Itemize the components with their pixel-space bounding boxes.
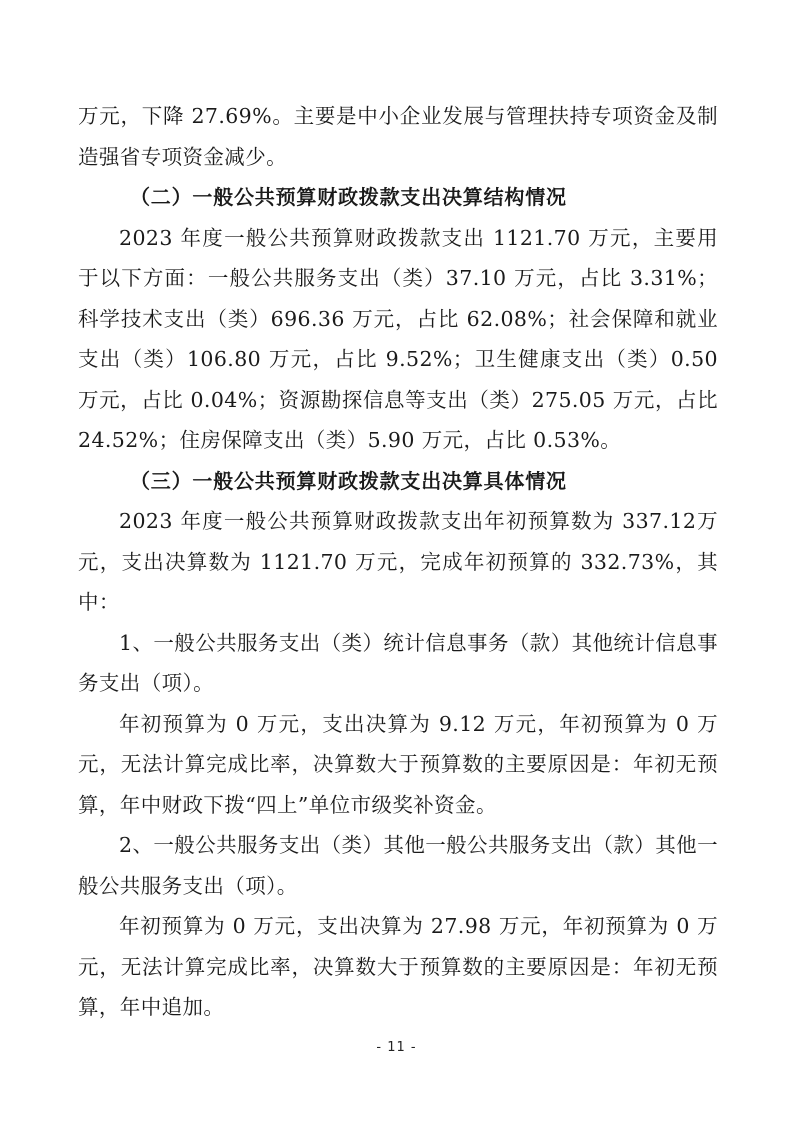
page-number: - 11 - bbox=[376, 1040, 417, 1055]
body-paragraph: 1、一般公共服务支出（类）统计信息事务（款）其他统计信息事务支出（项）。 bbox=[78, 630, 718, 695]
body-paragraph: 年初预算为 0 万元，支出决算为 9.12 万元，年初预算为 0 万元，无法计算完成比率，决算数大于预算数的主要原因是：年初无预算，年中财政下拨“四上”单位市级奖补资金。 bbox=[78, 711, 718, 817]
section-heading: （二）一般公共预算财政拨款支出决算结构情况 bbox=[130, 185, 567, 209]
body-paragraph: 2023 年度一般公共预算财政拨款支出年初预算数为 337.12万元，支出决算数为 1121.70 万元，完成年初预算的 332.73%，其中： bbox=[78, 509, 718, 614]
body-paragraph: 2、一般公共服务支出（类）其他一般公共服务支出（款）其他一般公共服务支出（项）。 bbox=[78, 833, 718, 898]
body-paragraph: 年初预算为 0 万元，支出决算为 27.98 万元，年初预算为 0 万元，无法计算完成比率，决算数大于预算数的主要原因是：年初无预算，年中追加。 bbox=[78, 914, 718, 1019]
document-page bbox=[78, 96, 718, 1028]
body-paragraph: 万元，下降 27.69%。主要是中小企业发展与管理扶持专项资金及制造强省专项资金减少。 bbox=[78, 104, 718, 169]
body-paragraph: 2023 年度一般公共预算财政拨款支出 1121.70 万元，主要用于以下方面：一般公共服务支出（类）37.10 万元，占比 3.31%；科学技术支出（类）696.36 万元，占比 62.08%；社会保障和就业支出（类）106.80 万元，占比 9.52%；卫生健康支出（类）0.50 万元，占比 0.04%；资源勘探信息等支出（类）275.05 万元，占比 24.52%；住房保障支出（类）5.90 万元，占比 0.53%。 bbox=[78, 225, 718, 452]
section-heading: （三）一般公共预算财政拨款支出决算具体情况 bbox=[130, 468, 567, 493]
